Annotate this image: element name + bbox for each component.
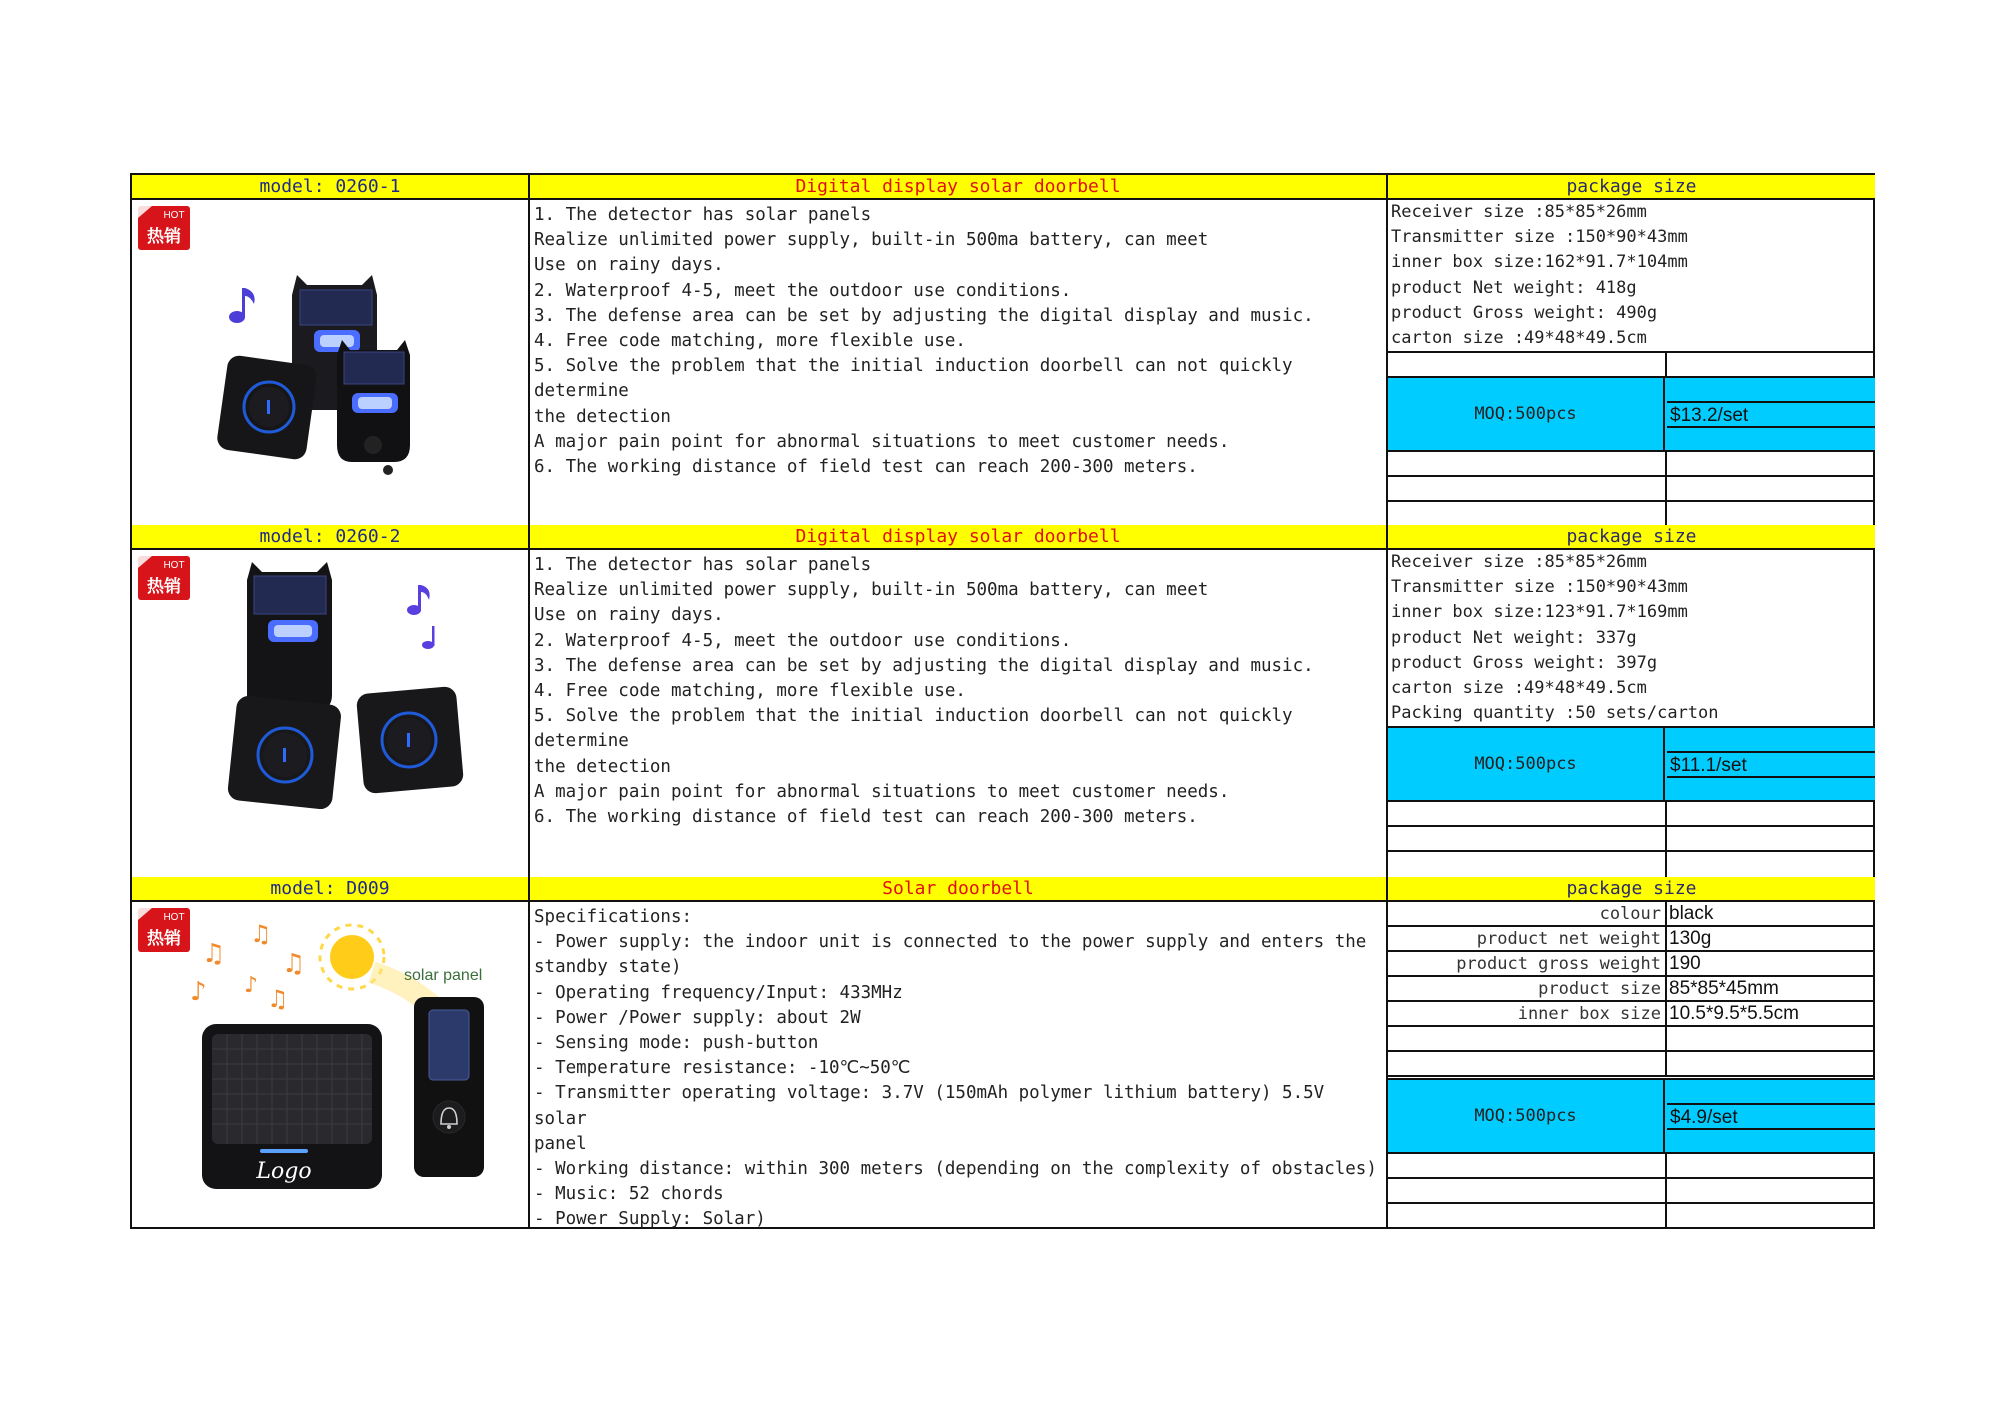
product-description	[530, 550, 1388, 877]
hot-sale-badge	[136, 204, 192, 252]
empty-row	[1388, 852, 1875, 877]
product-sheet	[130, 173, 1875, 1229]
moq-label: MOQ:500pcs	[1388, 378, 1665, 450]
desc-line: 6. The working distance of field test can reach 200-300 meters.	[534, 457, 1198, 478]
empty-row	[1388, 502, 1875, 527]
receiver-icon-2	[356, 686, 464, 794]
desc-line: Specifications:	[534, 907, 693, 927]
svg-text:HOT: HOT	[163, 210, 185, 221]
desc-line: 5. Solve the problem that the initial induction doorbell can not quickly determine	[534, 356, 1304, 402]
empty-row	[1388, 353, 1875, 378]
receiver-icon	[202, 1024, 382, 1189]
package-spec: product Net weight: 337g	[1391, 627, 1637, 648]
svg-text:♫: ♫	[282, 949, 306, 979]
desc-line: the detection	[534, 406, 671, 427]
spec-row-colour: colour black	[1388, 902, 1875, 927]
svg-text:HOT: HOT	[163, 912, 185, 923]
package-spec: Packing quantity :50 sets/carton	[1391, 703, 1719, 724]
desc-line: 5. Solve the problem that the initial induction doorbell can not quickly determine	[534, 706, 1304, 752]
desc-line: 1. The detector has solar panels	[534, 555, 872, 575]
empty-row	[1388, 477, 1875, 502]
product-image	[132, 550, 530, 877]
solar-detector-icon	[247, 562, 332, 710]
desc-line: - Power /Power supply: about 2W	[534, 1007, 861, 1028]
desc-line: - Working distance: within 300 meters (depending on the complexity of obstacles)	[534, 1159, 1377, 1180]
moq-row	[1388, 376, 1875, 452]
music-note-icon	[229, 288, 255, 323]
package-spec: carton size :49*48*49.5cm	[1391, 677, 1647, 698]
desc-line: A major pain point for abnormal situations to meet customer needs.	[534, 431, 1230, 452]
hot-sale-badge	[136, 906, 192, 954]
empty-row	[1388, 1052, 1875, 1077]
hot-sale-badge	[136, 554, 192, 602]
spec-row-net-weight: product net weight 130g	[1388, 927, 1875, 952]
desc-line: - Transmitter operating voltage: 3.7V (150mAh polymer lithium battery) 5.5V solar	[534, 1083, 1335, 1129]
desc-line: the detection	[534, 756, 671, 777]
package-spec: Receiver size :85*85*26mm	[1391, 202, 1647, 222]
desc-line: 6. The working distance of field test can reach 200-300 meters.	[534, 807, 1198, 828]
spec-row-inner-box: inner box size 10.5*9.5*5.5cm	[1388, 1002, 1875, 1027]
product-description	[530, 902, 1388, 1229]
product-title: Digital display solar doorbell	[530, 525, 1388, 550]
model-label: model: D009	[132, 877, 530, 902]
spec-row-product-size: product size 85*85*45mm	[1388, 977, 1875, 1002]
desc-line: - Operating frequency/Input: 433MHz	[534, 982, 903, 1003]
desc-line: - Power Supply: Solar)	[534, 1209, 766, 1230]
package-size-header: package size	[1388, 525, 1875, 550]
package-spec: product Net weight: 418g	[1391, 277, 1637, 298]
desc-line: A major pain point for abnormal situations to meet customer needs.	[534, 781, 1230, 802]
model-label: model: 0260-1	[132, 175, 530, 200]
package-size-header: package size	[1388, 877, 1875, 902]
moq-label: MOQ:500pcs	[1388, 1080, 1665, 1152]
receiver-icon	[216, 354, 318, 461]
empty-row	[1388, 1154, 1875, 1179]
music-note-icon	[407, 585, 435, 649]
desc-line: panel	[534, 1133, 587, 1154]
price-value: $13.2/set	[1667, 401, 1875, 428]
package-spec: Receiver size :85*85*26mm	[1391, 552, 1647, 572]
product-block-1	[130, 173, 1875, 525]
empty-row	[1388, 827, 1875, 852]
desc-line: Use on rainy days.	[534, 255, 724, 276]
package-spec: Transmitter size :150*90*43mm	[1391, 227, 1688, 248]
package-info	[1388, 550, 1875, 877]
product-image	[132, 902, 530, 1229]
desc-line: - Music: 52 chords	[534, 1184, 724, 1205]
solar-detector-icon-2	[337, 340, 410, 475]
package-spec: product Gross weight: 490g	[1391, 302, 1658, 323]
desc-line: 1. The detector has solar panels	[534, 205, 872, 225]
desc-line: - Sensing mode: push-button	[534, 1033, 819, 1054]
product-title: Solar doorbell	[530, 877, 1388, 902]
package-spec: inner box size:123*91.7*169mm	[1391, 602, 1688, 623]
svg-text:♫: ♫	[267, 985, 289, 1013]
package-size-header: package size	[1388, 175, 1875, 200]
svg-text:♪: ♪	[190, 977, 207, 1007]
logo-text: Logo	[256, 1159, 312, 1184]
desc-line: 3. The defense area can be set by adjusting the digital display and music.	[534, 305, 1314, 326]
svg-text:♫: ♫	[202, 939, 226, 969]
model-label: model: 0260-2	[132, 525, 530, 550]
package-spec: product Gross weight: 397g	[1391, 652, 1658, 673]
desc-line: - Power supply: the indoor unit is connected to the power supply and enters the	[534, 932, 1367, 953]
price-value: $4.9/set	[1667, 1103, 1875, 1130]
empty-row	[1388, 1027, 1875, 1052]
svg-text:HOT: HOT	[163, 560, 185, 571]
solar-panel-label: solar panel	[404, 967, 483, 984]
product-block-3	[130, 877, 1875, 1229]
desc-line: 2. Waterproof 4-5, meet the outdoor use conditions.	[534, 630, 1072, 651]
empty-row	[1388, 1179, 1875, 1204]
moq-row	[1388, 1078, 1875, 1154]
product-description	[530, 200, 1388, 527]
package-spec: carton size :49*48*49.5cm	[1391, 327, 1647, 348]
package-info	[1388, 200, 1875, 527]
desc-line: 2. Waterproof 4-5, meet the outdoor use conditions.	[534, 280, 1072, 301]
moq-label: MOQ:500pcs	[1388, 728, 1665, 800]
empty-row	[1388, 452, 1875, 477]
desc-line: 3. The defense area can be set by adjusting the digital display and music.	[534, 655, 1314, 676]
desc-line: standby state)	[534, 957, 682, 978]
product-title: Digital display solar doorbell	[530, 175, 1388, 200]
solar-transmitter-icon	[414, 997, 484, 1177]
svg-text:热销: 热销	[147, 929, 181, 949]
package-info	[1388, 902, 1875, 1229]
svg-text:热销: 热销	[147, 577, 181, 597]
music-notes-icon	[190, 920, 305, 1013]
desc-line: 4. Free code matching, more flexible use.	[534, 331, 966, 352]
moq-row	[1388, 726, 1875, 802]
desc-line: Realize unlimited power supply, built-in 500ma battery, can meet	[534, 230, 1209, 251]
svg-text:热销: 热销	[147, 227, 181, 247]
package-spec: Transmitter size :150*90*43mm	[1391, 577, 1688, 598]
package-spec: inner box size:162*91.7*104mm	[1391, 252, 1688, 273]
desc-line: Realize unlimited power supply, built-in 500ma battery, can meet	[534, 580, 1209, 601]
product-block-2	[130, 525, 1875, 877]
empty-row	[1388, 802, 1875, 827]
svg-text:♫: ♫	[250, 920, 272, 948]
price-value: $11.1/set	[1667, 751, 1875, 778]
product-image	[132, 200, 530, 527]
desc-line: Use on rainy days.	[534, 605, 724, 626]
desc-line: 4. Free code matching, more flexible use.	[534, 681, 966, 702]
spec-row-gross-weight: product gross weight 190	[1388, 952, 1875, 977]
empty-row	[1388, 1204, 1875, 1229]
receiver-icon	[227, 695, 342, 810]
desc-line: - Temperature resistance: -10℃~50℃	[534, 1058, 911, 1079]
svg-text:♪: ♪	[244, 973, 259, 998]
